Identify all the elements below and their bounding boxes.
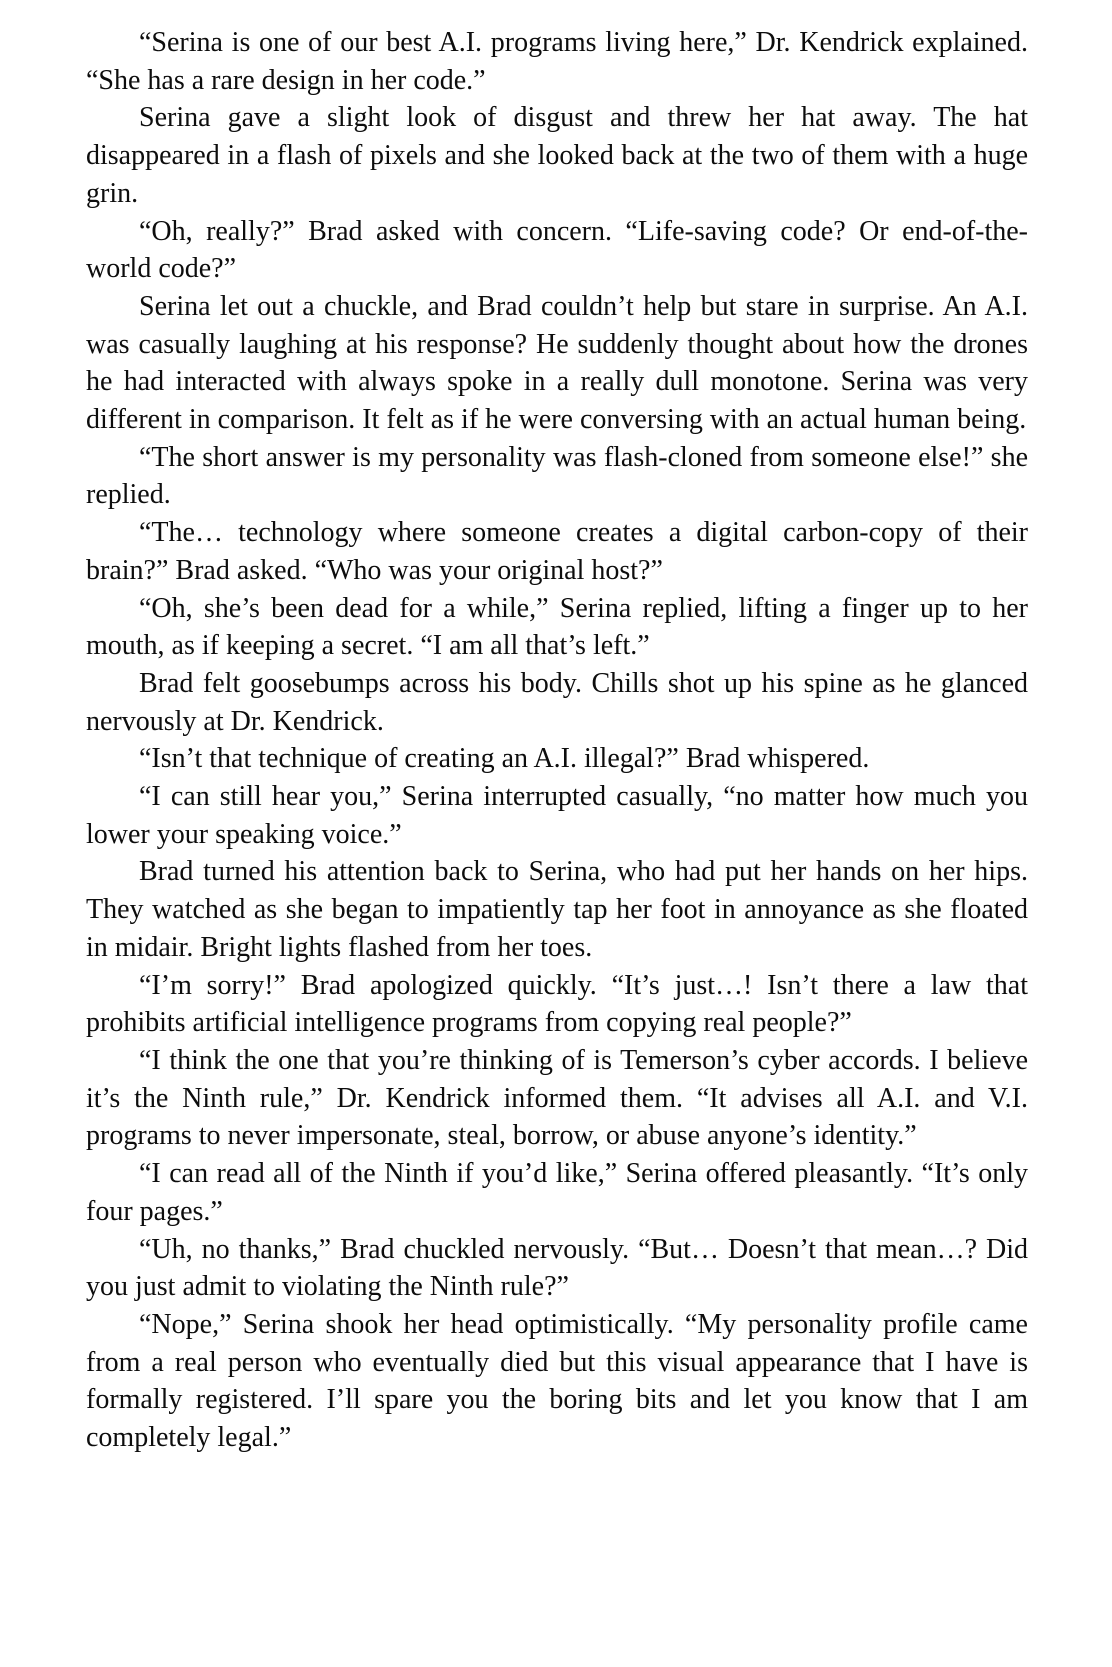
paragraph: “Oh, really?” Brad asked with concern. “Life-saving code? Or end-of-the-world code?” — [86, 215, 1028, 285]
paragraph: “Uh, no thanks,” Brad chuckled nervously. “But… Doesn’t that mean…? Did you just admit to violating the Ninth rule?” — [86, 1233, 1028, 1303]
paragraph: “I can read all of the Ninth if you’d like,” Serina offered pleasantly. “It’s only four pages.” — [86, 1158, 1028, 1227]
paragraph: “I think the one that you’re thinking of is Temerson’s cyber accords. I believe it’s the Ninth rule,” Dr. Kendrick informed them. “It advises all A.I. and V.I. programs to never impersonate, steal, borrow, or abuse anyone’s identity.” — [86, 1044, 1028, 1152]
paragraph: Brad turned his attention back to Serina, who had put her hands on her hips. They watched as she began to impatiently tap her foot in annoyance as she floated in midair. Bright lights flashed from her toes. — [86, 856, 1028, 963]
paragraph: “I’m sorry!” Brad apologized quickly. “It’s just…! Isn’t there a law that prohibits artificial intelligence programs from copying real people?” — [86, 969, 1028, 1039]
paragraph: “Oh, she’s been dead for a while,” Serina replied, lifting a finger up to her mouth, as if keeping a secret. “I am all that’s left.” — [86, 592, 1028, 662]
paragraph: “I can still hear you,” Serina interrupted casually, “no matter how much you lower your speaking voice.” — [86, 781, 1028, 850]
paragraph: Serina gave a slight look of disgust and threw her hat away. The hat disappeared in a flash of pixels and she looked back at the two of them with a huge grin. — [86, 102, 1028, 209]
paragraph: “Serina is one of our best A.I. programs living here,” Dr. Kendrick explained. “She has a rare design in her code.” — [86, 27, 1028, 96]
paragraph: Serina let out a chuckle, and Brad couldn’t help but stare in surprise. An A.I. was casually laughing at his response? He suddenly thought about how the drones he had interacted with always spoke in a really dull monotone. Serina was very different in comparison. It felt as if he were conversing with an actual human being. — [86, 290, 1028, 436]
paragraph: “Nope,” Serina shook her head optimistically. “My personality profile came from a real person who eventually died but this visual appearance that I have is formally registered. I’ll spare you the boring bits and let you know that I am completely legal.” — [86, 1308, 1028, 1454]
paragraph: “The short answer is my personality was flash-cloned from someone else!” she replied. — [86, 441, 1028, 511]
paragraph: “The… technology where someone creates a digital carbon-copy of their brain?” Brad asked. “Who was your original host?” — [86, 517, 1028, 586]
book-text — [86, 24, 1028, 1457]
paragraph: “Isn’t that technique of creating an A.I. illegal?” Brad whispered. — [139, 743, 870, 775]
paragraph: Brad felt goosebumps across his body. Chills shot up his spine as he glanced nervously at Dr. Kendrick. — [86, 667, 1028, 737]
